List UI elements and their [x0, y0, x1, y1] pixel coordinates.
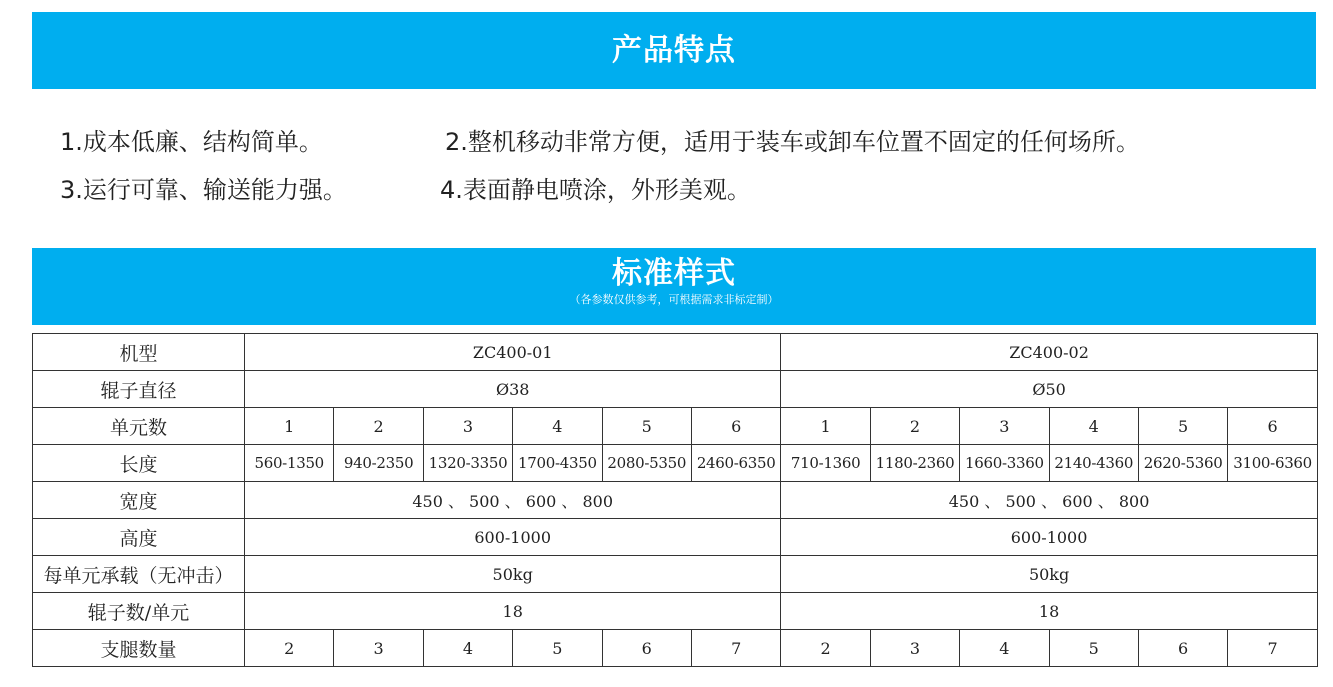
- unit-count: 3: [423, 408, 512, 445]
- length-value: 3100-6360: [1228, 445, 1317, 482]
- row-label: 辊子直径: [33, 371, 245, 408]
- features-row-1: [60, 118, 1320, 166]
- load-value: 50kg: [245, 556, 781, 593]
- row-label: 辊子数/单元: [33, 593, 245, 630]
- unit-count: 5: [1138, 408, 1227, 445]
- leg-count: 5: [513, 630, 602, 667]
- length-value: 1660-3360: [960, 445, 1049, 482]
- row-label: 机型: [33, 334, 245, 371]
- load-value: 50kg: [781, 556, 1317, 593]
- length-value: 940-2350: [334, 445, 423, 482]
- model-name: ZC400-01: [245, 334, 781, 371]
- unit-count: 6: [691, 408, 780, 445]
- unit-count: 1: [781, 408, 870, 445]
- leg-count: 3: [334, 630, 423, 667]
- length-value: 2620-5360: [1138, 445, 1227, 482]
- unit-count: 6: [1228, 408, 1317, 445]
- features-banner: [32, 12, 1316, 89]
- length-value: 710-1360: [781, 445, 870, 482]
- table-row: [33, 482, 1318, 519]
- length-value: 560-1350: [245, 445, 334, 482]
- leg-count: 7: [1228, 630, 1317, 667]
- roller-diameter: Ø38: [245, 371, 781, 408]
- height-value: 600-1000: [781, 519, 1317, 556]
- spec-banner: [32, 248, 1316, 325]
- model-name: ZC400-02: [781, 334, 1317, 371]
- table-row: [33, 334, 1318, 371]
- length-value: 2080-5350: [602, 445, 691, 482]
- length-value: 1700-4350: [513, 445, 602, 482]
- table-row: [33, 408, 1318, 445]
- row-label: 长度: [33, 445, 245, 482]
- length-value: 2460-6350: [691, 445, 780, 482]
- row-label: 支腿数量: [33, 630, 245, 667]
- table-row: [33, 593, 1318, 630]
- length-value: 1180-2360: [870, 445, 959, 482]
- leg-count: 2: [781, 630, 870, 667]
- length-value: 2140-4360: [1049, 445, 1138, 482]
- leg-count: 4: [423, 630, 512, 667]
- height-value: 600-1000: [245, 519, 781, 556]
- table-row: [33, 371, 1318, 408]
- row-label: 高度: [33, 519, 245, 556]
- width-value: 450 、 500 、 600 、 800: [245, 482, 781, 519]
- table-row: [33, 445, 1318, 482]
- feature-item: 3.运行可靠、输送能力强。: [60, 176, 347, 204]
- leg-count: 3: [870, 630, 959, 667]
- unit-count: 4: [513, 408, 602, 445]
- spec-subtitle: （各参数仅供参考，可根据需求非标定制）: [569, 293, 779, 306]
- leg-count: 2: [245, 630, 334, 667]
- row-label: 宽度: [33, 482, 245, 519]
- roller-diameter: Ø50: [781, 371, 1317, 408]
- row-label: 单元数: [33, 408, 245, 445]
- length-value: 1320-3350: [423, 445, 512, 482]
- table-row: [33, 630, 1318, 667]
- features-title: 产品特点: [612, 33, 736, 68]
- unit-count: 2: [870, 408, 959, 445]
- unit-count: 2: [334, 408, 423, 445]
- unit-count: 1: [245, 408, 334, 445]
- feature-item: 4.表面静电喷涂，外形美观。: [440, 176, 751, 204]
- feature-item: 2.整机移动非常方便，适用于装车或卸车位置不固定的任何场所。: [445, 128, 1140, 156]
- leg-count: 5: [1049, 630, 1138, 667]
- leg-count: 4: [960, 630, 1049, 667]
- unit-count: 4: [1049, 408, 1138, 445]
- features-list: [60, 118, 1320, 214]
- spec-title: 标准样式: [612, 256, 736, 291]
- rollers-per-unit: 18: [245, 593, 781, 630]
- leg-count: 6: [602, 630, 691, 667]
- leg-count: 7: [691, 630, 780, 667]
- width-value: 450 、 500 、 600 、 800: [781, 482, 1317, 519]
- feature-item: 1.成本低廉、结构简单。: [60, 128, 323, 156]
- unit-count: 5: [602, 408, 691, 445]
- rollers-per-unit: 18: [781, 593, 1317, 630]
- features-row-2: [60, 166, 1320, 214]
- spec-table: [32, 333, 1318, 667]
- table-row: [33, 519, 1318, 556]
- leg-count: 6: [1138, 630, 1227, 667]
- unit-count: 3: [960, 408, 1049, 445]
- table-row: [33, 556, 1318, 593]
- row-label: 每单元承载（无冲击）: [33, 556, 245, 593]
